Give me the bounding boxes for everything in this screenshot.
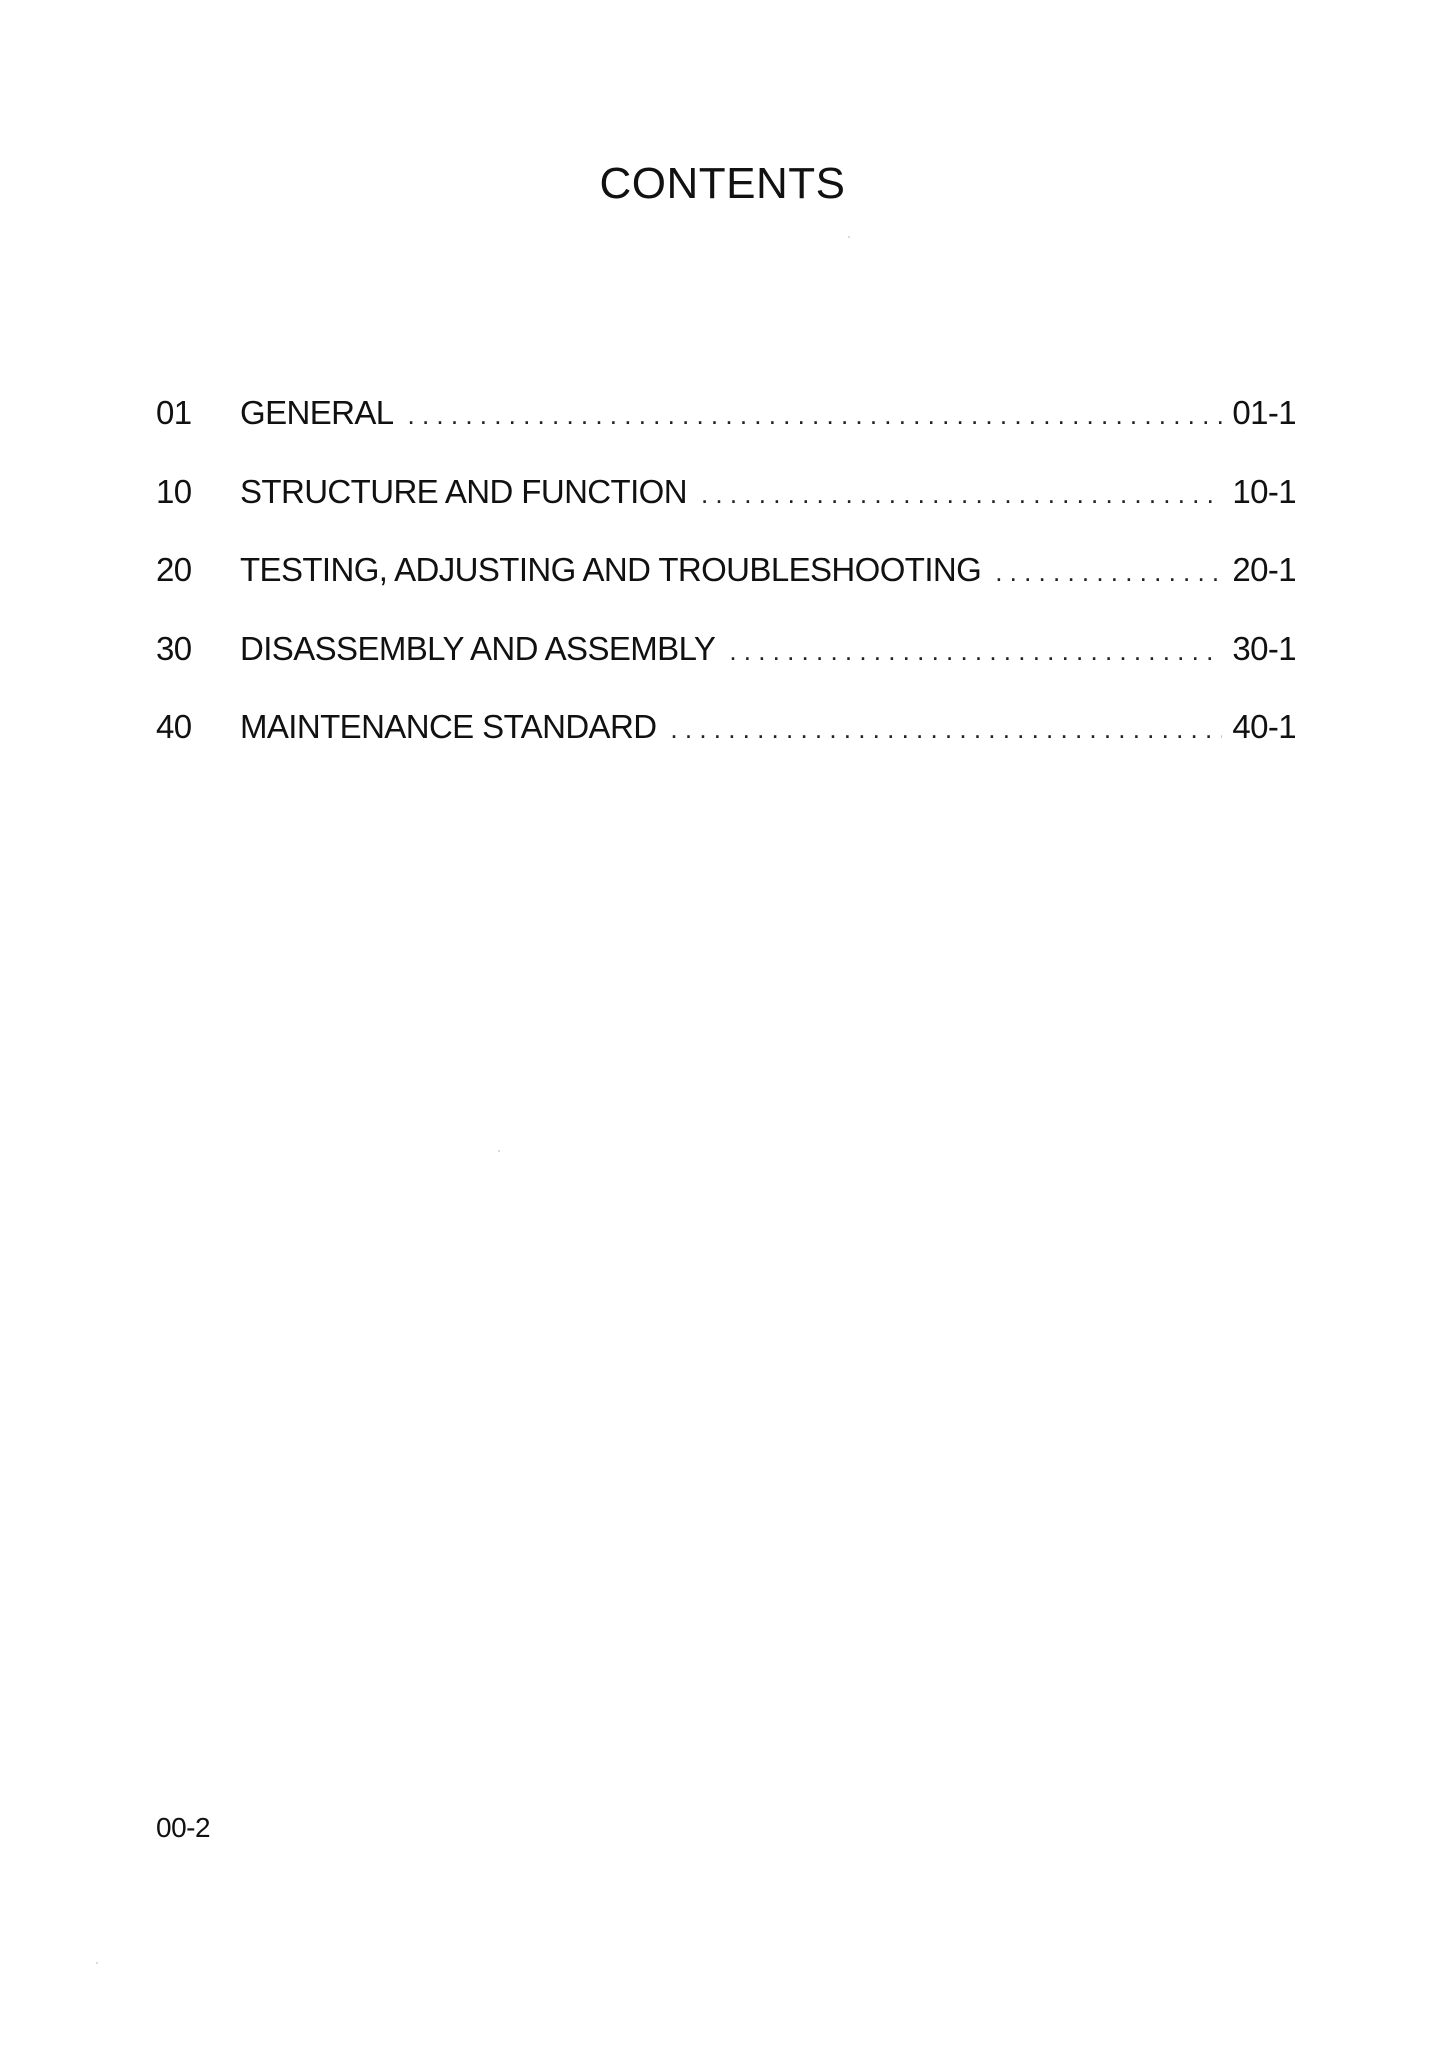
toc-leader-dots [995,559,1222,585]
page-number: 00-2 [156,1812,211,1843]
toc-entry-page: 10-1 [1232,472,1296,510]
toc-entry-label: DISASSEMBLY AND ASSEMBLY [240,629,716,667]
table-of-contents [156,396,1296,789]
toc-entry-structure-and-function [156,472,1296,554]
toc-entry-testing-adjusting [156,553,1296,632]
scan-speck [96,1962,98,1964]
toc-entry-page: 40-1 [1232,708,1296,745]
toc-entry-disassembly-and-assembly [156,629,1296,711]
toc-entry-number: 01 [156,394,192,431]
toc-leader-dots [701,481,1222,507]
toc-entry-label: MAINTENANCE STANDARD [240,708,657,745]
toc-entry-number: 10 [156,472,192,510]
scan-speck [848,236,850,238]
toc-entry-page: 20-1 [1232,551,1296,588]
toc-leader-dots [408,402,1223,428]
page-title: CONTENTS [599,159,846,208]
toc-entry-page: 01-1 [1232,394,1296,431]
toc-entry-number: 40 [156,708,192,745]
toc-entry-page: 30-1 [1232,629,1296,667]
toc-entry-general [156,396,1296,475]
toc-entry-maintenance-standard [156,710,1296,789]
toc-leader-dots [729,638,1222,664]
toc-leader-dots [670,716,1222,742]
toc-entry-label: GENERAL [240,394,394,431]
toc-entry-number: 20 [156,551,192,588]
toc-entry-label: STRUCTURE AND FUNCTION [240,472,687,510]
toc-entry-label: TESTING, ADJUSTING AND TROUBLESHOOTING [240,551,982,588]
scan-speck [498,1150,500,1152]
toc-entry-number: 30 [156,629,192,667]
